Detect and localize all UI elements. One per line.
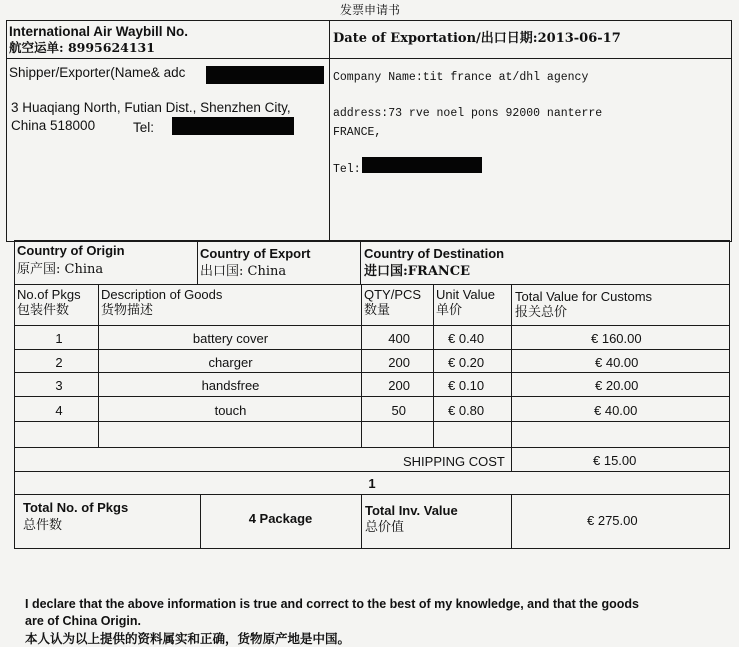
total-inv-value: € 275.00 — [587, 513, 638, 528]
declaration-cn: 本人认为以上提供的资料属实和正确，货物原产地是中国。 — [25, 631, 351, 646]
totals-divider — [361, 494, 362, 549]
row-rule — [14, 494, 730, 495]
consignee-company: Company Name:tit france at/dhl agency — [333, 71, 589, 84]
totals-divider — [511, 494, 512, 549]
header-description: Description of Goods — [101, 287, 223, 302]
date-of-exportation: Date of Exportation/出口日期:2013-06-17 — [333, 31, 621, 46]
row-qty: 50 — [391, 403, 406, 418]
export-value: 出口国: China — [200, 264, 287, 279]
header-total-value: Total Value for Customs — [515, 289, 653, 304]
country-divider — [360, 240, 361, 284]
origin-label: Country of Origin — [17, 243, 125, 258]
row-description: handsfree — [201, 378, 260, 393]
row-rule — [14, 471, 730, 472]
header-description-cn: 货物描述 — [101, 303, 154, 318]
row-pkg-no: 2 — [55, 355, 63, 370]
header-pkgs-cn: 包装件数 — [17, 303, 70, 318]
declaration-line1: I declare that the above information is true and correct to the best of my knowledge, and that the goods — [25, 597, 639, 611]
row-pkg-no: 3 — [55, 378, 63, 393]
total-pkgs-value: 4 Package — [248, 511, 313, 526]
row-total-value: € 160.00 — [591, 331, 642, 346]
consignee-address-line2: FRANCE, — [333, 126, 382, 139]
row-qty: 200 — [388, 378, 410, 393]
row-rule — [14, 421, 730, 422]
origin-value: 原产国: China — [17, 262, 104, 277]
row-qty: 400 — [388, 331, 410, 346]
page-count: 1 — [368, 476, 376, 491]
row-total-value: € 20.00 — [595, 378, 639, 393]
header-rule — [6, 58, 732, 59]
redaction-box — [206, 66, 324, 84]
row-description: charger — [208, 355, 253, 370]
column-divider — [511, 284, 512, 471]
shipping-cost-label: SHIPPING COST — [403, 454, 505, 469]
header-unit-value-cn: 单价 — [436, 303, 463, 318]
shipper-address-line2: China 518000 — [11, 118, 96, 133]
header-divider — [329, 20, 330, 242]
total-pkgs-label: Total No. of Pkgs — [23, 500, 129, 515]
redaction-box — [172, 117, 294, 135]
row-unit-value: € 0.80 — [448, 403, 485, 418]
row-total-value: € 40.00 — [595, 355, 639, 370]
row-description: battery cover — [192, 331, 269, 346]
shipper-tel-label: Tel: — [133, 120, 155, 135]
total-pkgs-label-cn: 总件数 — [23, 518, 63, 533]
row-description: touch — [214, 403, 247, 418]
row-unit-value: € 0.40 — [448, 331, 485, 346]
column-divider — [98, 284, 99, 447]
header-qty: QTY/PCS — [364, 287, 422, 302]
consignee-address-line1: address:73 rve noel pons 92000 nanterre — [333, 107, 603, 120]
row-rule — [14, 349, 730, 350]
shipper-address-line1: 3 Huaqiang North, Futian Dist., Shenzhen City, — [11, 100, 291, 115]
header-qty-cn: 数量 — [364, 303, 391, 318]
awb-number: 航空运单: 8995624131 — [9, 40, 155, 55]
header-total-value-cn: 报关总价 — [515, 305, 568, 320]
total-inv-label-cn: 总价值 — [365, 520, 405, 535]
row-rule — [14, 447, 730, 448]
row-rule — [14, 325, 730, 326]
destination-label: Country of Destination — [364, 246, 505, 261]
shipping-cost-value: € 15.00 — [593, 453, 637, 468]
country-divider — [197, 240, 198, 284]
country-row-rule — [14, 284, 730, 285]
row-rule — [14, 396, 730, 397]
row-pkg-no: 1 — [55, 331, 63, 346]
redaction-box — [362, 157, 482, 173]
header-unit-value: Unit Value — [436, 287, 496, 302]
row-pkg-no: 4 — [55, 403, 63, 418]
row-unit-value: € 0.10 — [448, 378, 485, 393]
destination-value: 进口国:FRANCE — [364, 264, 471, 279]
document-title: 发票申请书 — [340, 3, 401, 17]
consignee-tel-label: Tel: — [333, 163, 361, 176]
export-label: Country of Export — [200, 246, 311, 261]
row-qty: 200 — [388, 355, 410, 370]
declaration-line2: are of China Origin. — [25, 614, 141, 628]
shipper-label: Shipper/Exporter(Name& adc — [9, 65, 186, 80]
row-total-value: € 40.00 — [594, 403, 638, 418]
column-divider — [433, 284, 434, 447]
awb-label: International Air Waybill No. — [9, 24, 189, 39]
total-inv-label: Total Inv. Value — [365, 503, 458, 518]
row-unit-value: € 0.20 — [448, 355, 485, 370]
header-pkgs: No.of Pkgs — [17, 287, 81, 302]
row-rule — [14, 372, 730, 373]
